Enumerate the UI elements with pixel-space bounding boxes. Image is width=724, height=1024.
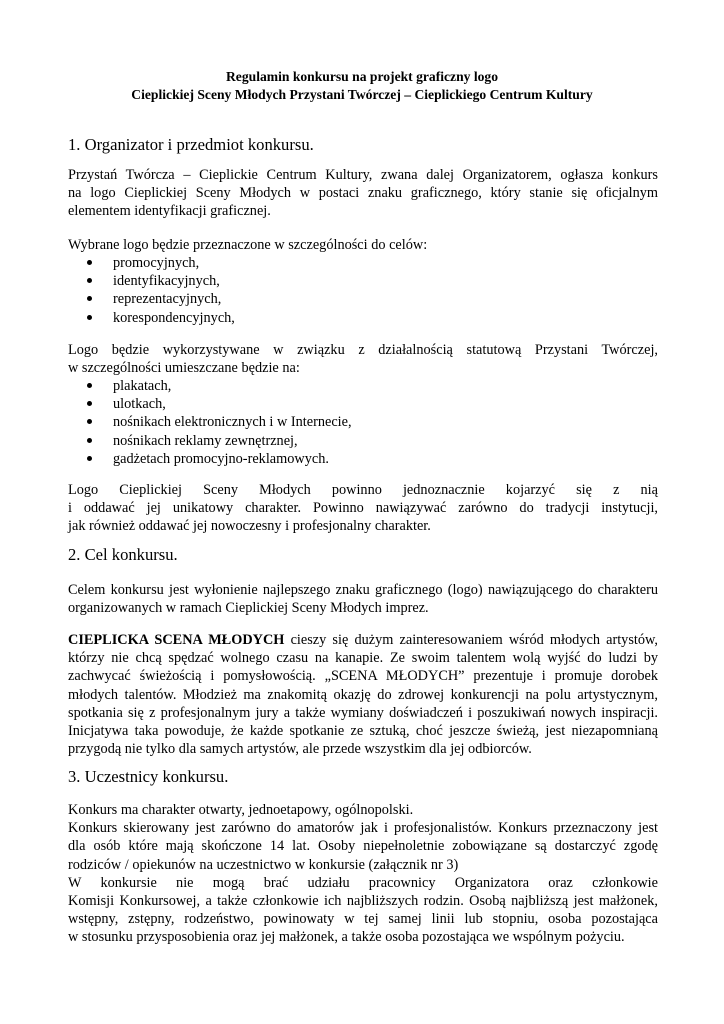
bullet-icon [87, 438, 92, 443]
text-line: Przystań Twórcza – Cieplickie Centrum Kultury, zwana dalej Organizatorem, ogłasza konkurs [68, 167, 658, 183]
purposes-intro [68, 236, 658, 254]
text-line: rodziców / opiekunów na uczestnictwo w konkursie (załącznik nr 3) [68, 856, 459, 873]
list-item: nośnikach reklamy zewnętrznej, [68, 432, 628, 450]
bullet-icon [87, 419, 92, 424]
text-line: W konkursie nie mogą brać udziału pracownicy Organizatora oraz członkowie [68, 874, 658, 891]
text-line: wstępny, zstępny, rodzeństwo, powinowaty w tej samej linii lub stopniu, osoba pozostająca [68, 911, 658, 928]
text-line: Celem konkursu jest wyłonienie najlepszego znaku graficznego (logo) nawiązującego do charakteru [68, 582, 658, 598]
bullet-icon [87, 401, 92, 406]
participants-paragraph [68, 801, 658, 947]
text-line: Logo będzie wykorzystywane w związku z działalnością statutową Przystani Twórczej, [68, 342, 658, 358]
text-line: w szczególności umieszczane będzie na: [68, 360, 300, 377]
list-item: promocyjnych, [68, 254, 628, 272]
text-line: elementem identyfikacji graficznej. [68, 203, 271, 220]
scena-paragraph [68, 631, 658, 758]
section-1-intro-paragraph [68, 166, 658, 221]
document-title-line-1: Regulamin konkursu na projekt graficzny logo [225, 69, 499, 84]
text-line: zachwycać świeżością i pomysłowością. „SCENA MŁODYCH” prezentuje i promuje dorobek [68, 668, 658, 685]
purposes-list [68, 254, 628, 327]
section-1-heading: 1. Organizator i przedmiot konkursu. [68, 135, 314, 154]
text-line: Konkurs ma charakter otwarty, jednoetapowy, ogólnopolski. [68, 802, 414, 818]
bullet-icon [87, 260, 92, 265]
text-line: na logo Cieplickiej Sceny Młodych w postaci znaku graficznego, który stanie się oficjalnym [68, 185, 658, 202]
text-line: CIEPLICKA SCENA MŁODYCH cieszy się dużym zainteresowaniem wśród młodych artystów, [68, 632, 658, 648]
usage-paragraph [68, 341, 658, 377]
list-item: gadżetach promocyjno-reklamowych. [68, 450, 628, 468]
bullet-icon [87, 315, 92, 320]
text-line: Inicjatywa taka powoduje, że każde spotkanie ze sztuką, choć jeszcze świeżą, jest niezapomnianą [68, 723, 658, 740]
list-item: identyfikacyjnych, [68, 272, 628, 290]
text-line: jak również oddawać jej nowoczesny i profesjonalny charakter. [68, 518, 431, 535]
section-3-heading: 3. Uczestnicy konkursu. [68, 767, 229, 786]
text-line: w stosunku przysposobienia oraz jej małżonek, a także osoba pozostająca we wspólnym pożyciu. [68, 929, 625, 946]
list-item: plakatach, [68, 377, 628, 395]
bullet-icon [87, 296, 92, 301]
text-line: Komisji Konkursowej, a także członkowie ich najbliższych rodzin. Osobą najbliższą jest małżonek, [68, 893, 658, 910]
list-item: reprezentacyjnych, [68, 290, 628, 308]
usage-places-list [68, 377, 628, 468]
bullet-icon [87, 383, 92, 388]
scena-name: CIEPLICKA SCENA MŁODYCH [68, 632, 285, 648]
text-line: przygodą nie tylko dla samych artystów, ale przede wszystkim dla jej odbiorców. [68, 741, 532, 758]
bullet-icon [87, 456, 92, 461]
text-line: Konkurs skierowany jest zarówno do amatorów jak i profesjonalistów. Konkurs przeznaczony jest [68, 820, 658, 837]
text-line: młodych talentów. Młodzież ma znakomitą okazję do zdrowej konkurencji na polu artystycznym, [68, 686, 658, 703]
list-item: ulotkach, [68, 395, 628, 413]
text-line: Logo Cieplickiej Sceny Młodych powinno jednoznacznie kojarzyć się z nią [68, 482, 658, 498]
text-line: Wybrane logo będzie przeznaczone w szczególności do celów: [68, 237, 428, 253]
list-item: nośnikach elektronicznych i w Internecie, [68, 413, 628, 431]
text-line: organizowanych w ramach Cieplickiej Sceny Młodych imprez. [68, 600, 429, 617]
text-line: którzy nie chcą spędzać wolnego czasu na kanapie. Ze swoim talentem wolą wyjść do ludzi by [68, 650, 658, 667]
bullet-icon [87, 278, 92, 283]
goal-paragraph [68, 581, 658, 617]
section-2-heading: 2. Cel konkursu. [68, 545, 178, 564]
character-paragraph [68, 481, 658, 536]
document-title-line-2: Cieplickiej Sceny Młodych Przystani Twórczej – Cieplickiego Centrum Kultury [131, 87, 593, 102]
text-line: dla osób które mają skończone 14 lat. Osoby niepełnoletnie zobowiązane są dostarczyć zgodę [68, 838, 658, 855]
text-line: i oddawać jej unikatowy charakter. Powinno nawiązywać zarówno do tradycji instytucji, [68, 500, 658, 517]
list-item: korespondencyjnych, [68, 309, 628, 327]
text-line: spotkania się z profesjonalnym jury a także wymiany doświadczeń i poszukiwań nowych inspiracji. [68, 704, 658, 721]
